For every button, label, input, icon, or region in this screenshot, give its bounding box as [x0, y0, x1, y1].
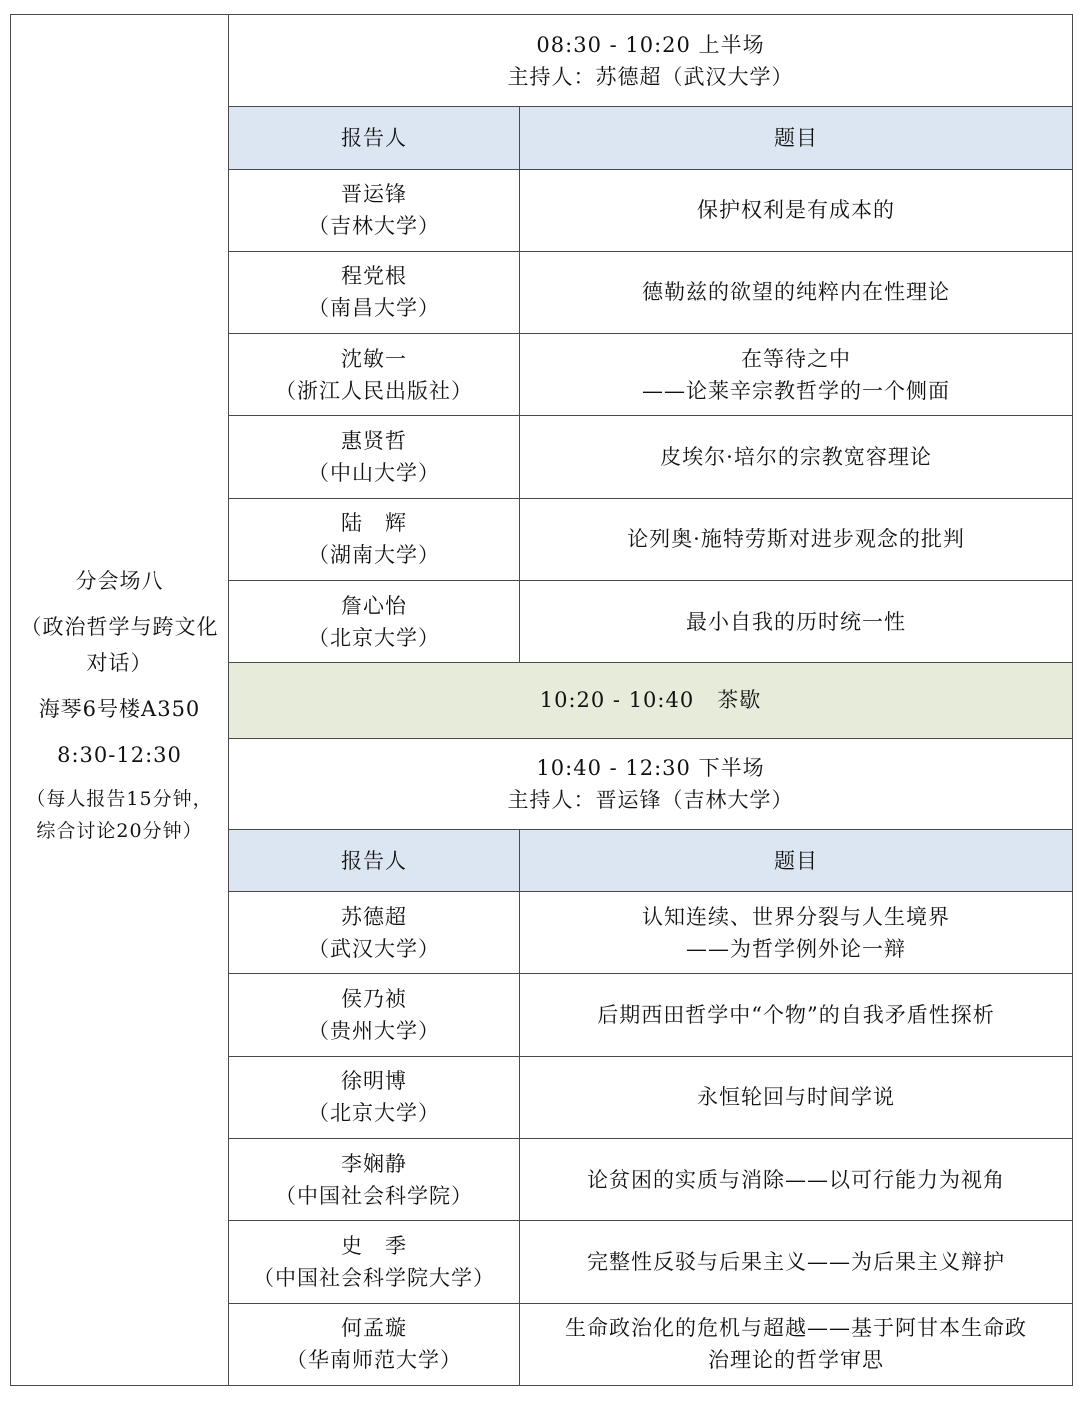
- speaker-cell: [229, 1139, 520, 1221]
- title-line: 认知连续、世界分裂与人生境界: [642, 904, 950, 929]
- title-line: 保护权利是有成本的: [697, 198, 895, 223]
- speaker-org: （华南师范大学）: [286, 1348, 462, 1373]
- speaker-cell: [229, 334, 520, 416]
- title-line: 论列奥·施特劳斯对进步观念的批判: [627, 527, 965, 552]
- title-cell: [520, 1303, 1073, 1385]
- speaker-org: （武汉大学）: [308, 936, 440, 961]
- speaker-name: 侯乃祯: [341, 987, 407, 1012]
- title-line: 永恒轮回与时间学说: [697, 1085, 895, 1110]
- speaker-cell: [229, 169, 520, 251]
- speaker-name: 陆 辉: [341, 511, 407, 536]
- title-cell: [520, 251, 1073, 333]
- session2-time: 10:40 - 12:30 下半场: [536, 755, 765, 780]
- speaker-org: （浙江人民出版社）: [275, 378, 473, 403]
- title-line: 完整性反驳与后果主义——为后果主义辩护: [587, 1249, 1005, 1274]
- col-title-header: 题目: [520, 107, 1073, 169]
- speaker-cell: [229, 416, 520, 498]
- title-line: 后期西田哲学中“个物”的自我矛盾性探析: [597, 1003, 995, 1028]
- speaker-org: （南昌大学）: [308, 296, 440, 321]
- speaker-cell: [229, 498, 520, 580]
- title-line: 论贫困的实质与消除——以可行能力为视角: [587, 1167, 1005, 1192]
- speaker-name: 苏德超: [341, 904, 407, 929]
- title-line: 德勒兹的欲望的纯粹内在性理论: [642, 280, 950, 305]
- speaker-org: （吉林大学）: [308, 214, 440, 239]
- title-line: 皮埃尔·培尔的宗教宽容理论: [660, 445, 932, 470]
- title-cell: [520, 498, 1073, 580]
- speaker-org: （中国社会科学院）: [275, 1183, 473, 1208]
- session1-header: [229, 15, 1073, 107]
- title-cell: [520, 974, 1073, 1056]
- speaker-cell: [229, 974, 520, 1056]
- speaker-name: 詹心怡: [341, 593, 407, 618]
- title-cell: [520, 416, 1073, 498]
- speaker-name: 史 季: [341, 1233, 407, 1258]
- speaker-org: （贵州大学）: [308, 1019, 440, 1044]
- speaker-org: （北京大学）: [308, 1101, 440, 1126]
- speaker-name: 何孟璇: [341, 1316, 407, 1341]
- venue-note-2: 综合讨论20分钟）: [36, 820, 203, 842]
- title-cell: [520, 334, 1073, 416]
- speaker-name: 李娴静: [341, 1151, 407, 1176]
- title-subline: 治理论的哲学审思: [708, 1348, 884, 1373]
- speaker-name: 晋运锋: [341, 182, 407, 207]
- speaker-name: 沈敏一: [341, 346, 407, 371]
- schedule-table: [10, 14, 1073, 1386]
- title-cell: [520, 1056, 1073, 1138]
- title-line: 最小自我的历时统一性: [686, 609, 906, 634]
- title-cell: [520, 892, 1073, 974]
- venue-name: 分会场八: [75, 569, 164, 593]
- speaker-cell: [229, 1303, 520, 1385]
- tea-break: 10:20 - 10:40 茶歇: [229, 663, 1073, 738]
- speaker-org: （中山大学）: [308, 461, 440, 486]
- session1-host: 主持人：苏德超（武汉大学）: [507, 64, 794, 89]
- title-line: 生命政治化的危机与超越——基于阿甘本生命政: [565, 1316, 1027, 1341]
- venue-time: 8:30-12:30: [57, 743, 182, 767]
- speaker-cell: [229, 1221, 520, 1303]
- title-cell: [520, 1139, 1073, 1221]
- speaker-cell: [229, 1056, 520, 1138]
- session2-host: 主持人：晋运锋（吉林大学）: [507, 787, 794, 812]
- col-title-header: 题目: [520, 829, 1073, 891]
- venue-cell: [11, 15, 229, 1386]
- speaker-cell: [229, 892, 520, 974]
- speaker-name: 程党根: [341, 264, 407, 289]
- speaker-name: 惠贤哲: [341, 429, 407, 454]
- venue-location: 海琴6号楼A350: [38, 697, 201, 721]
- speaker-name: 徐明博: [341, 1069, 407, 1094]
- venue-topic: （政治哲学与跨文化对话）: [20, 615, 219, 675]
- title-subline: ——为哲学例外论一辩: [686, 936, 906, 961]
- col-speaker-header: 报告人: [229, 107, 520, 169]
- venue-note-1: （每人报告15分钟，: [26, 788, 213, 810]
- title-cell: [520, 169, 1073, 251]
- title-cell: [520, 1221, 1073, 1303]
- speaker-org: （湖南大学）: [308, 543, 440, 568]
- col-speaker-header: 报告人: [229, 829, 520, 891]
- speaker-cell: [229, 581, 520, 663]
- speaker-org: （中国社会科学院大学）: [253, 1265, 495, 1290]
- title-subline: ——论莱辛宗教哲学的一个侧面: [642, 378, 950, 403]
- speaker-cell: [229, 251, 520, 333]
- title-cell: [520, 581, 1073, 663]
- session2-header: [229, 738, 1073, 829]
- speaker-org: （北京大学）: [308, 625, 440, 650]
- session1-time: 08:30 - 10:20 上半场: [536, 32, 765, 57]
- title-line: 在等待之中: [741, 346, 851, 371]
